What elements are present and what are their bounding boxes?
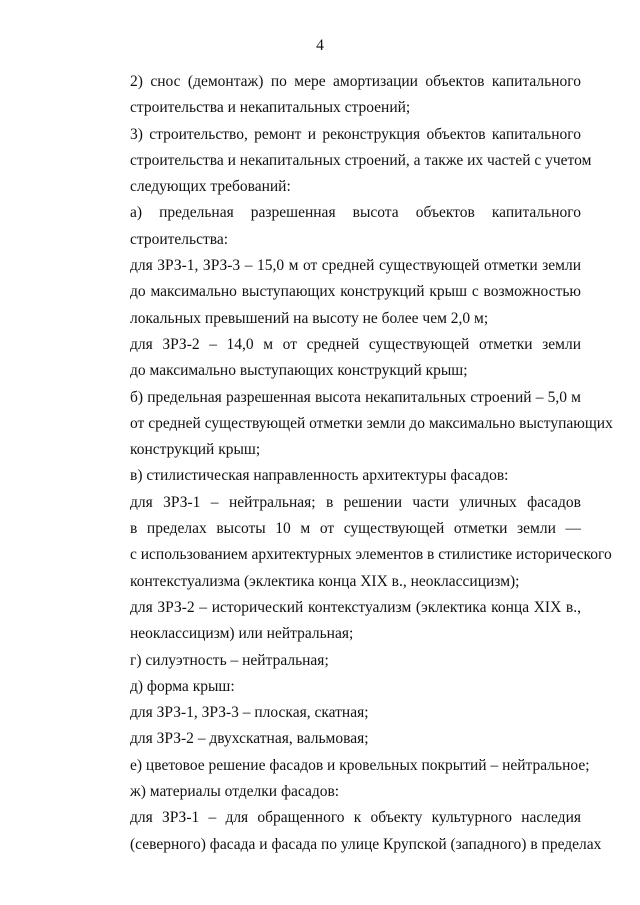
text-line: до максимально выступающих конструкций крыш; (130, 362, 468, 380)
document-body (91, 69, 613, 858)
text-line: е) цветовое решение фасадов и кровельных покрытий – нейтральное; (130, 756, 590, 774)
paragraph (91, 779, 581, 805)
text-line: с использованием архитектурных элементов в стилистике исторического (130, 546, 612, 564)
text-line: контекстуализма (эклектика конца XIX в., неоклассицизм); (130, 572, 520, 590)
text-line: для ЗРЗ-2 – исторический контекстуализм (эклектика конца XIX в., (130, 598, 581, 616)
paragraph (91, 463, 581, 489)
paragraph (91, 385, 613, 464)
paragraph (91, 200, 581, 253)
paragraph (91, 674, 581, 700)
text-line: для ЗРЗ-1, ЗРЗ-3 – плоская, скатная; (130, 704, 369, 722)
text-line: в пределах высоты 10 м от существующей отметки земли — (130, 520, 581, 538)
text-line: 3) строительство, ремонт и реконструкция объектов капитального (130, 125, 581, 143)
text-line: б) предельная разрешенная высота некапитальных строений – 5,0 м (130, 388, 581, 406)
text-line: строительства и некапитальных строений; (130, 99, 411, 117)
text-line: конструкций крыш; (130, 441, 261, 459)
paragraph (91, 69, 581, 122)
text-line: неоклассицизм) или нейтральная; (130, 625, 354, 643)
text-line: д) форма крыш: (130, 677, 235, 695)
text-line: для ЗРЗ-2 – двухскатная, вальмовая; (130, 730, 369, 748)
paragraph (91, 805, 602, 858)
paragraph (91, 122, 592, 201)
page-number: 4 (316, 37, 324, 54)
text-line: г) силуэтность – нейтральная; (130, 651, 329, 669)
text-line: ж) материалы отделки фасадов: (130, 783, 340, 801)
text-line: строительства: (130, 230, 229, 248)
paragraph (91, 595, 581, 648)
paragraph (91, 700, 581, 726)
text-line: для ЗРЗ-1, ЗРЗ-3 – 15,0 м от средней существующей отметки земли (130, 257, 581, 275)
paragraph (91, 648, 581, 674)
text-line: от средней существующей отметки земли до максимально выступающих (130, 414, 613, 432)
text-line: 2) снос (демонтаж) по мере амортизации объектов капитального (130, 73, 581, 90)
paragraph (91, 753, 590, 779)
text-line: а) предельная разрешенная высота объектов капитального (130, 204, 581, 222)
text-line: в) стилистическая направленность архитектуры фасадов: (130, 467, 509, 485)
paragraph (91, 726, 581, 752)
text-line: локальных превышений на высоту не более чем 2,0 м; (130, 309, 489, 327)
text-line: до максимально выступающих конструкций крыш с возможностью (130, 283, 581, 301)
text-line: (северного) фасада и фасада по улице Крупской (западного) в пределах (130, 835, 602, 853)
text-line: для ЗРЗ-2 – 14,0 м от средней существующей отметки земли (130, 335, 581, 353)
paragraph (91, 253, 581, 332)
text-line: строительства и некапитальных строений, а также их частей с учетом (130, 151, 592, 169)
paragraph (91, 332, 581, 385)
text-line: следующих требований: (130, 178, 291, 196)
text-line: для ЗРЗ-1 – для обращенного к объекту культурного наследия (130, 809, 581, 827)
paragraph (91, 490, 612, 595)
text-line: для ЗРЗ-1 – нейтральная; в решении части уличных фасадов (130, 493, 581, 511)
